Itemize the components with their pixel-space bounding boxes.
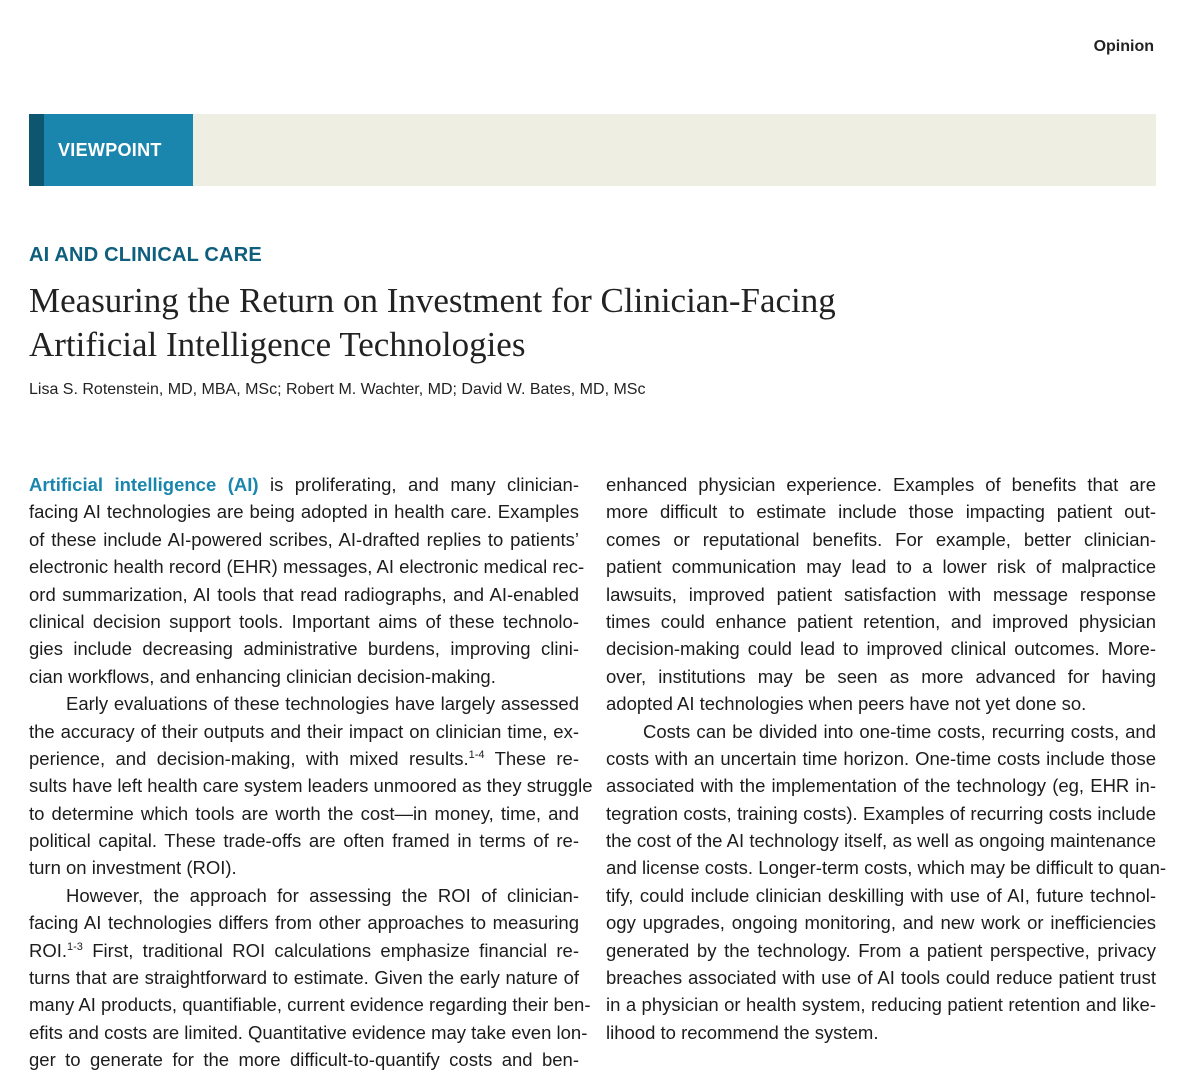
text-line: facing AI technologies differs from other approaches to measuring (29, 912, 579, 934)
text-line: ger to generate for the more difficult-to-quantify costs and ben- (29, 1049, 579, 1071)
text-line: adopted AI technologies when peers have not yet done so. (606, 693, 1087, 715)
body-column-left (29, 471, 593, 1074)
text-line: electronic health record (EHR) messages, AI electronic medical rec- (29, 556, 585, 578)
text-line: associated with the implementation of the technology (eg, EHR in- (606, 775, 1156, 797)
text-line: the accuracy of their outputs and their impact on clinician time, ex- (29, 720, 579, 742)
text-line: cian workflows, and enhancing clinician decision-making. (29, 665, 496, 687)
text-line: ord summarization, AI tools that read radiographs, and AI-enabled (29, 583, 579, 605)
text-line: lawsuits, improved patient satisfaction with message response (606, 583, 1156, 605)
text-line: Artificial intelligence (AI) is proliferating, and many clinician- (29, 474, 579, 495)
text-line: more difficult to estimate include those impacting patient out- (606, 501, 1156, 523)
text-line: to determine which tools are worth the cost—in money, time, and (29, 802, 579, 824)
text-line: costs with an uncertain time horizon. One-time costs include those (606, 747, 1156, 769)
text-line: gies include decreasing administrative burdens, improving clini- (29, 638, 579, 660)
text-line: tify, could include clinician deskilling with use of AI, future technol- (606, 884, 1156, 906)
text-line: enhanced physician experience. Examples of benefits that are (606, 474, 1156, 495)
text-line: sults have left health care system leaders unmoored as they struggle (29, 775, 593, 797)
text-line: ogy upgrades, ongoing monitoring, and new work or inefficiencies (606, 912, 1156, 934)
text-line: Costs can be divided into one-time costs, recurring costs, and (643, 720, 1156, 742)
text-line: perience, and decision-making, with mixed results.$^{1-4}$ These re- (29, 747, 579, 769)
text-line: generated by the technology. From a patient perspective, privacy (606, 939, 1156, 961)
article-title (29, 279, 1029, 367)
text-line: the cost of the AI technology itself, as well as ongoing maintenance (606, 830, 1156, 852)
text-line: political capital. These trade-offs are often framed in terms of re- (29, 830, 579, 852)
text-line: patient communication may lead to a lower risk of malpractice (606, 556, 1156, 578)
lead-term: Artificial intelligence (AI) (29, 474, 259, 495)
viewpoint-tag: VIEWPOINT (44, 114, 193, 186)
text-line: comes or reputational benefits. For example, better clinician- (606, 528, 1156, 550)
text-line: times could enhance patient retention, and improved physician (606, 610, 1156, 632)
article-topic: AI AND CLINICAL CARE (29, 244, 262, 266)
body-column-right (606, 471, 1167, 1046)
text-line: turn on investment (ROI). (29, 857, 237, 879)
text-line: breaches associated with use of AI tools could reduce patient trust (606, 967, 1156, 989)
text-line: decision-making could lead to improved clinical outcomes. More- (606, 638, 1156, 660)
text-line: ROI.$^{1-3}$ First, traditional ROI calculations emphasize financial re- (29, 939, 579, 961)
title-line: Measuring the Return on Investment for Clinician-Facing (29, 281, 836, 320)
text-line: turns that are straightforward to estimate. Given the early nature of (29, 967, 579, 989)
citation: 1-4 (468, 748, 485, 761)
text-line: of these include AI-powered scribes, AI-drafted replies to patients’ (29, 528, 579, 550)
text-line: over, institutions may be seen as more advanced for having (606, 665, 1156, 687)
text-line: However, the approach for assessing the ROI of clinician- (66, 884, 579, 906)
text-line: lihood to recommend the system. (606, 1021, 879, 1043)
banner-accent (29, 114, 44, 186)
text-line: in a physician or health system, reducing patient retention and like- (606, 994, 1156, 1016)
text-line: facing AI technologies are being adopted in health care. Examples (29, 501, 579, 523)
section-label: Opinion (1093, 38, 1154, 55)
article-type-banner (29, 114, 1156, 186)
text-line: efits and costs are limited. Quantitative evidence may take even lon- (29, 1021, 588, 1043)
citation: 1-3 (67, 940, 83, 953)
author-list: Lisa S. Rotenstein, MD, MBA, MSc; Robert M. Wachter, MD; David W. Bates, MD, MSc (29, 381, 646, 398)
text-line: many AI products, quantifiable, current evidence regarding their ben- (29, 994, 591, 1016)
text-line: clinical decision support tools. Important aims of these technolo- (29, 610, 579, 632)
title-line: Artificial Intelligence Technologies (29, 325, 526, 364)
text-line: Early evaluations of these technologies have largely assessed (66, 693, 579, 715)
text-line: and license costs. Longer-term costs, which may be difficult to quan- (606, 857, 1167, 879)
text-line: tegration costs, training costs). Examples of recurring costs include (606, 802, 1156, 824)
